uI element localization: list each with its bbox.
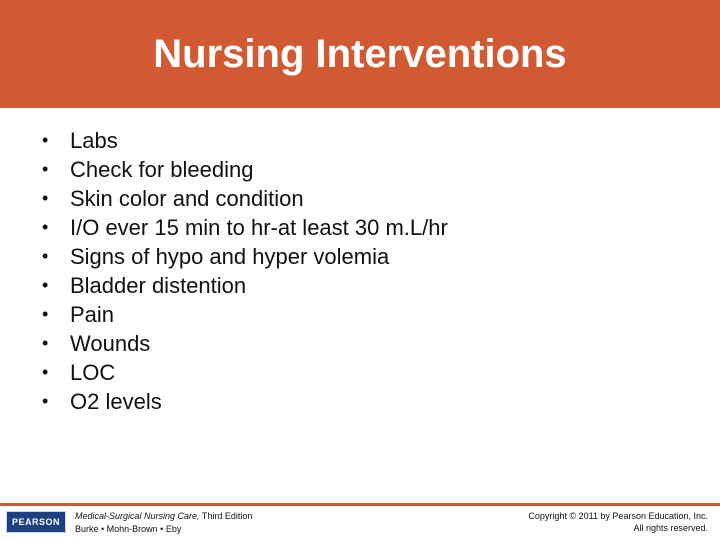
bullet-text: O2 levels [70, 389, 162, 414]
slide-title: Nursing Interventions [153, 32, 567, 76]
bullet-item [42, 329, 448, 358]
book-title [75, 510, 252, 522]
bullet-text: Signs of hypo and hyper volemia [70, 244, 390, 269]
bullet-text: LOC [70, 360, 116, 385]
title-bar [0, 0, 720, 108]
bullet-item [42, 387, 448, 416]
bullet-list [42, 126, 448, 416]
book-authors: Burke • Mohn-Brown • Eby [75, 524, 182, 534]
bullet-item [42, 155, 448, 184]
bullet-marker: • [42, 362, 49, 382]
bullet-item [42, 358, 448, 387]
copyright-line-2: All rights reserved. [633, 523, 708, 533]
copyright-notice [528, 510, 708, 534]
bullet-marker: • [42, 391, 49, 411]
book-title-italic: Medical-Surgical Nursing Care, [75, 511, 200, 521]
bullet-text: Pain [70, 302, 115, 327]
logo-text: PEARSON [11, 517, 60, 527]
pearson-logo [6, 511, 66, 533]
copyright-line-1: Copyright © 2011 by Pearson Education, Inc. [528, 511, 708, 521]
bullet-text: Skin color and condition [70, 186, 304, 211]
footer-divider [0, 503, 720, 506]
bullet-marker: • [42, 130, 49, 150]
bullet-marker: • [42, 246, 49, 266]
bullet-item [42, 126, 448, 155]
bullet-text: Wounds [70, 331, 151, 356]
bullet-marker: • [42, 275, 49, 295]
bullet-item [42, 271, 448, 300]
bullet-item [42, 184, 448, 213]
bullet-marker: • [42, 304, 49, 324]
bullet-item [42, 213, 448, 242]
book-edition: Third Edition [199, 511, 253, 521]
bullet-text: Bladder distention [70, 273, 247, 298]
bullet-item [42, 300, 448, 329]
bullet-marker: • [42, 333, 49, 353]
bullet-marker: • [42, 159, 49, 179]
bullet-marker: • [42, 217, 49, 237]
bullet-text: Check for bleeding [70, 157, 254, 182]
bullet-text: Labs [70, 128, 118, 153]
bullet-marker: • [42, 188, 49, 208]
bullet-item [42, 242, 448, 271]
bullet-text: I/O ever 15 min to hr-at least 30 m.L/hr [70, 215, 448, 240]
